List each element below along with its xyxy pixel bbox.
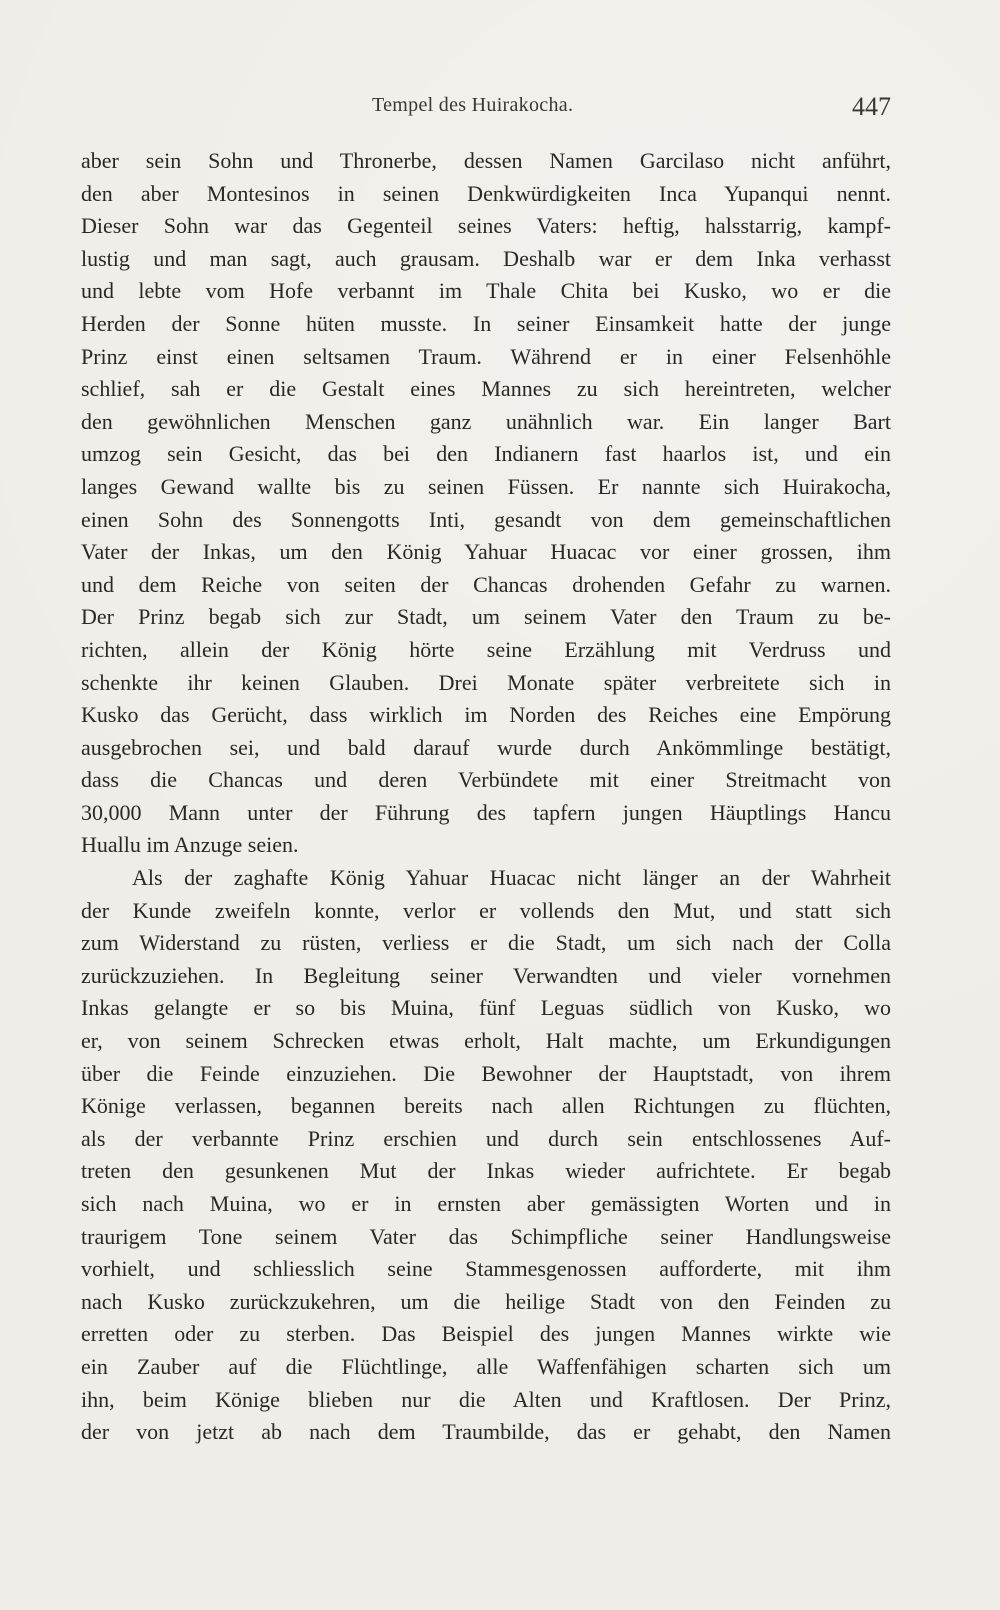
text-line: Der Prinz begab sich zur Stadt, um seinem Vater den Traum zu be-	[81, 604, 891, 630]
page-header	[0, 86, 1000, 126]
text-line: schlief, sah er die Gestalt eines Mannes zu sich hereintreten, welcher	[81, 376, 891, 402]
text-line: der von jetzt ab nach dem Traumbilde, das er gehabt, den Namen	[81, 1419, 891, 1445]
text-line: sich nach Muina, wo er in ernsten aber gemässigten Worten und in	[81, 1191, 891, 1216]
text-line: er, von seinem Schrecken etwas erholt, Halt machte, um Erkundigungen	[81, 1028, 891, 1054]
text-line: der Kunde zweifeln konnte, verlor er vollends den Mut, und statt sich	[81, 897, 891, 923]
text-line: erretten oder zu sterben. Das Beispiel des jungen Mannes wirkte wie	[81, 1321, 891, 1347]
text-line: den aber Montesinos in seinen Denkwürdigkeiten Inca Yupanqui nennt.	[81, 180, 891, 206]
text-line: vorhielt, und schliesslich seine Stammesgenossen aufforderte, mit ihm	[81, 1256, 891, 1282]
text-line: zum Widerstand zu rüsten, verliess er die Stadt, um sich nach der Colla	[81, 930, 891, 956]
text-line: Dieser Sohn war das Gegenteil seines Vaters: heftig, halsstarrig, kampf-	[81, 213, 891, 239]
text-line: umzog sein Gesicht, das bei den Indianern fast haarlos ist, und ein	[81, 441, 891, 467]
text-line: treten den gesunkenen Mut der Inkas wieder aufrichtete. Er begab	[81, 1158, 891, 1184]
text-line: als der verbannte Prinz erschien und durch sein entschlossenes Auf-	[81, 1125, 891, 1151]
text-line: aber sein Sohn und Thronerbe, dessen Namen Garcilaso nicht anführt,	[81, 148, 891, 173]
text-line: Könige verlassen, begannen bereits nach allen Richtungen zu flüchten,	[81, 1093, 891, 1119]
text-line: nach Kusko zurückzukehren, um die heilige Stadt von den Feinden zu	[81, 1288, 891, 1314]
text-line: 30,000 Mann unter der Führung des tapfern jungen Häuptlings Hancu	[81, 799, 891, 825]
text-line: Vater der Inkas, um den König Yahuar Huacac vor einer grossen, ihm	[81, 539, 891, 565]
paragraph-start-line: Als der zaghafte König Yahuar Huacac nicht länger an der Wahrheit	[132, 865, 891, 891]
text-line: Herden der Sonne hüten musste. In seiner Einsamkeit hatte der junge	[81, 310, 891, 336]
text-line: Kusko das Gerücht, dass wirklich im Norden des Reiches eine Empörung	[81, 702, 891, 728]
text-line: richten, allein der König hörte seine Erzählung mit Verdruss und	[81, 636, 891, 662]
text-line: Prinz einst einen seltsamen Traum. Während er in einer Felsenhöhle	[81, 343, 891, 369]
text-line: und lebte vom Hofe verbannt im Thale Chita bei Kusko, wo er die	[81, 278, 891, 304]
text-line: Inkas gelangte er so bis Muina, fünf Leguas südlich von Kusko, wo	[81, 995, 891, 1021]
text-line: einen Sohn des Sonnengotts Inti, gesandt von dem gemeinschaftlichen	[81, 506, 891, 532]
text-line: über die Feinde einzuziehen. Die Bewohner der Hauptstadt, von ihrem	[81, 1060, 891, 1086]
text-line: ein Zauber auf die Flüchtlinge, alle Waffenfähigen scharten sich um	[81, 1353, 891, 1379]
paragraph-end-line: Huallu im Anzuge seien.	[81, 832, 299, 858]
text-line: schenkte ihr keinen Glauben. Drei Monate später verbreitete sich in	[81, 669, 891, 695]
running-title: Tempel des Huirakocha.	[372, 94, 574, 116]
text-line: den gewöhnlichen Menschen ganz unähnlich war. Ein langer Bart	[81, 408, 891, 434]
text-line: zurückzuziehen. In Begleitung seiner Verwandten und vieler vornehmen	[81, 962, 891, 988]
text-line: lustig und man sagt, auch grausam. Deshalb war er dem Inka verhasst	[81, 245, 891, 271]
text-line: dass die Chancas und deren Verbündete mit einer Streitmacht von	[81, 767, 891, 793]
text-line: ihn, beim Könige blieben nur die Alten und Kraftlosen. Der Prinz,	[81, 1386, 891, 1412]
text-line: traurigem Tone seinem Vater das Schimpfliche seiner Handlungsweise	[81, 1223, 891, 1249]
text-line: und dem Reiche von seiten der Chancas drohenden Gefahr zu warnen.	[81, 571, 891, 597]
page-number: 447	[852, 92, 891, 121]
body-text	[81, 145, 891, 1449]
text-line: langes Gewand wallte bis zu seinen Füssen. Er nannte sich Huirakocha,	[81, 473, 891, 499]
text-line: ausgebrochen sei, und bald darauf wurde durch Ankömmlinge bestätigt,	[81, 734, 891, 760]
